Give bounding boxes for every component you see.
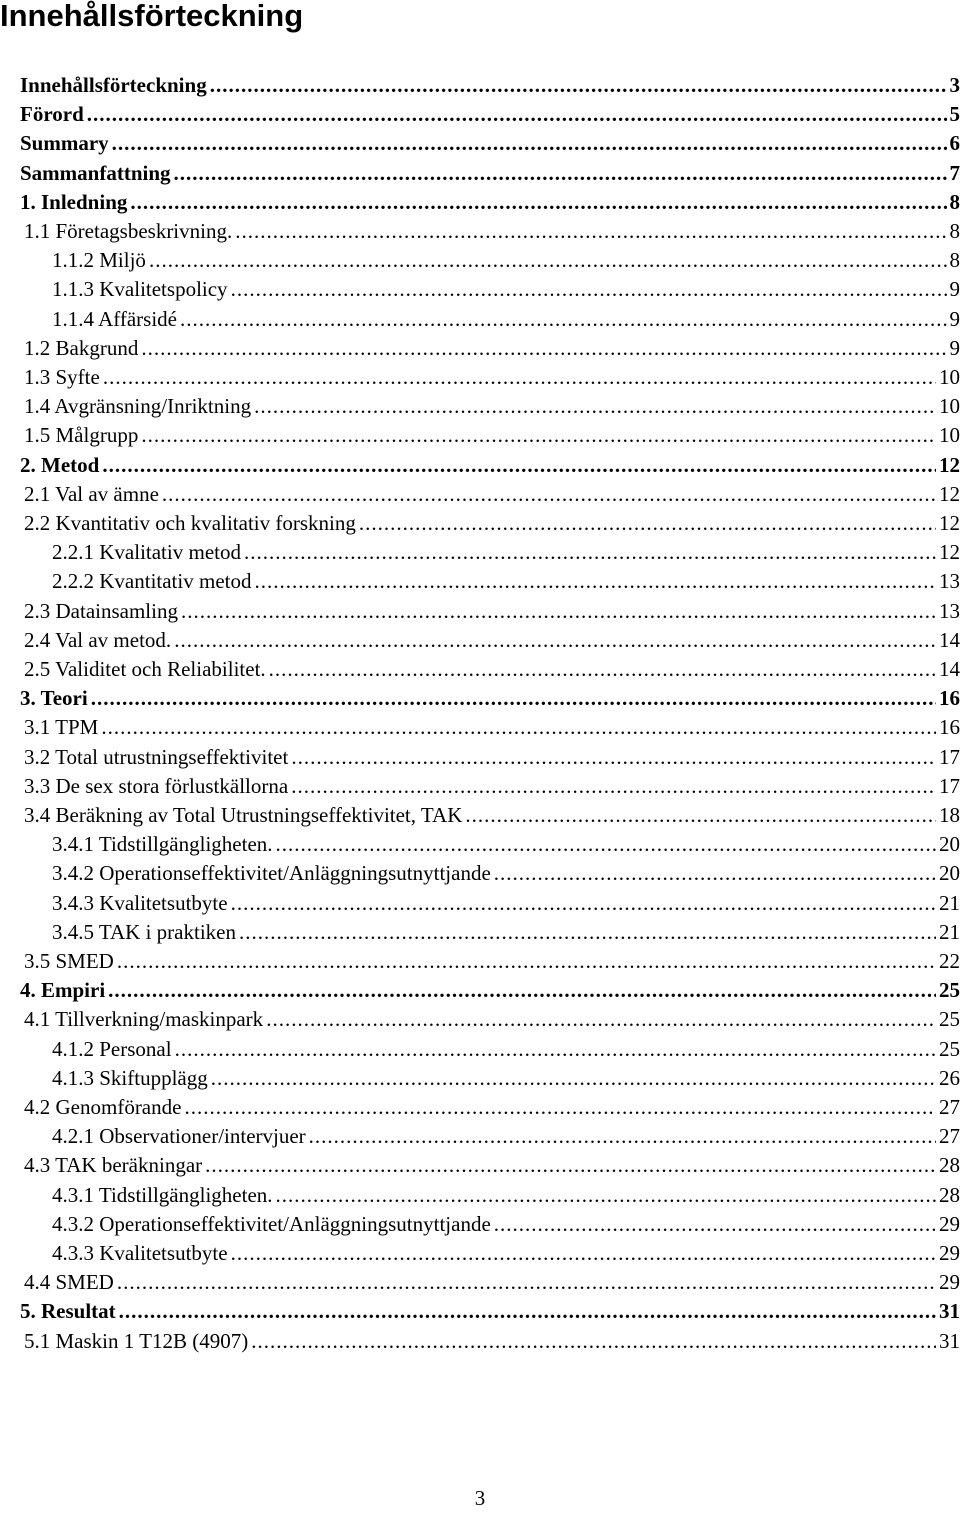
toc-dot-leader bbox=[465, 800, 936, 830]
toc-entry-label: 4. Empiri bbox=[20, 975, 105, 1005]
toc-entry[interactable] bbox=[20, 712, 960, 742]
toc-entry-label: 2.2.2 Kvantitativ metod bbox=[52, 566, 251, 596]
toc-dot-leader bbox=[174, 625, 936, 655]
toc-entry[interactable] bbox=[20, 975, 960, 1005]
toc-dot-leader bbox=[494, 858, 936, 888]
toc-dot-leader bbox=[112, 128, 947, 158]
toc-entry-label: 4.3.1 Tidstillgängligheten. bbox=[52, 1180, 273, 1210]
toc-entry-page: 13 bbox=[939, 566, 960, 596]
toc-dot-leader bbox=[309, 1121, 936, 1151]
toc-dot-leader bbox=[101, 712, 936, 742]
toc-entry-label: 4.3.2 Operationseffektivitet/Anläggningsutnyttjande bbox=[52, 1209, 491, 1239]
toc-dot-leader bbox=[87, 99, 947, 129]
toc-entry-label: 2.4 Val av metod. bbox=[24, 625, 171, 655]
toc-entry[interactable] bbox=[20, 187, 960, 217]
toc-entry-page: 12 bbox=[939, 479, 960, 509]
toc-entry[interactable] bbox=[20, 304, 960, 334]
toc-entry[interactable] bbox=[20, 1238, 960, 1268]
toc-entry-page: 26 bbox=[939, 1063, 960, 1093]
toc-dot-leader bbox=[235, 216, 946, 246]
toc-entry-label: 3.4.5 TAK i praktiken bbox=[52, 917, 236, 947]
toc-entry-label: 2.2 Kvantitativ och kvalitativ forskning bbox=[24, 508, 356, 538]
toc-entry-page: 16 bbox=[939, 712, 960, 742]
toc-entry-page: 3 bbox=[950, 70, 960, 100]
page-number: 3 bbox=[0, 1483, 960, 1513]
toc-entry[interactable] bbox=[20, 1004, 960, 1034]
toc-entry-label: Innehållsförteckning bbox=[20, 70, 207, 100]
toc-dot-leader bbox=[231, 274, 947, 304]
toc-entry[interactable] bbox=[20, 625, 960, 655]
toc-entry[interactable] bbox=[20, 1296, 960, 1326]
toc-entry-label: 3.4.1 Tidstillgängligheten. bbox=[52, 829, 273, 859]
toc-entry-label: 1.2 Bakgrund bbox=[24, 333, 138, 363]
toc-entry-page: 20 bbox=[939, 858, 960, 888]
toc-entry[interactable] bbox=[20, 479, 960, 509]
toc-entry-label: 3.4 Beräkning av Total Utrustningseffektivitet, TAK bbox=[24, 800, 462, 830]
toc-dot-leader bbox=[174, 158, 947, 188]
toc-entry-label: 4.1.3 Skiftupplägg bbox=[52, 1063, 208, 1093]
toc-dot-leader bbox=[119, 1296, 936, 1326]
toc-dot-leader bbox=[130, 187, 946, 217]
toc-dot-leader bbox=[141, 333, 946, 363]
toc-entry[interactable] bbox=[20, 1267, 960, 1297]
toc-entry-page: 25 bbox=[939, 1034, 960, 1064]
toc-entry-page: 12 bbox=[939, 508, 960, 538]
toc-entry-label: 3.5 SMED bbox=[24, 946, 114, 976]
toc-entry[interactable] bbox=[20, 128, 960, 158]
toc-dot-leader bbox=[254, 566, 936, 596]
toc-entry[interactable] bbox=[20, 1063, 960, 1093]
toc-entry-page: 16 bbox=[939, 683, 960, 713]
toc-dot-leader bbox=[103, 362, 936, 392]
toc-entry[interactable] bbox=[20, 917, 960, 947]
toc-entry[interactable] bbox=[20, 508, 960, 538]
toc-entry-label: 2.2.1 Kvalitativ metod bbox=[52, 537, 241, 567]
toc-entry-label: 3. Teori bbox=[20, 683, 88, 713]
toc-entry-page: 31 bbox=[939, 1296, 960, 1326]
toc-dot-leader bbox=[494, 1209, 936, 1239]
toc-dot-leader bbox=[266, 1004, 936, 1034]
toc-entry-label: 5. Resultat bbox=[20, 1296, 116, 1326]
toc-dot-leader bbox=[149, 245, 947, 275]
toc-entry[interactable] bbox=[20, 654, 960, 684]
toc-entry-page: 7 bbox=[950, 158, 960, 188]
toc-entry[interactable] bbox=[20, 1326, 960, 1356]
toc-entry-label: 3.3 De sex stora förlustkällorna bbox=[24, 771, 288, 801]
toc-entry-label: 1.1.3 Kvalitetspolicy bbox=[52, 274, 228, 304]
toc-entry-page: 21 bbox=[939, 888, 960, 918]
toc-entry[interactable] bbox=[20, 742, 960, 772]
toc-entry-label: 4.3.3 Kvalitetsutbyte bbox=[52, 1238, 228, 1268]
toc-dot-leader bbox=[91, 683, 936, 713]
toc-entry-label: 1.3 Syfte bbox=[24, 362, 100, 392]
toc-entry-page: 14 bbox=[939, 654, 960, 684]
toc-dot-leader bbox=[141, 420, 936, 450]
toc-entry-label: 4.4 SMED bbox=[24, 1267, 114, 1297]
toc-entry-page: 29 bbox=[939, 1267, 960, 1297]
toc-entry[interactable] bbox=[20, 1180, 960, 1210]
toc-entry-label: 4.1.2 Personal bbox=[52, 1034, 172, 1064]
toc-entry[interactable] bbox=[20, 99, 960, 129]
toc-entry-page: 8 bbox=[950, 187, 960, 217]
toc-entry[interactable] bbox=[20, 858, 960, 888]
toc-entry[interactable] bbox=[20, 946, 960, 976]
toc-dot-leader bbox=[184, 1092, 936, 1122]
toc-entry-label: 4.2.1 Observationer/intervjuer bbox=[52, 1121, 306, 1151]
toc-dot-leader bbox=[175, 1034, 936, 1064]
toc-entry-label: 1.4 Avgränsning/Inriktning bbox=[24, 391, 251, 421]
toc-entry-page: 20 bbox=[939, 829, 960, 859]
toc-entry-page: 25 bbox=[939, 975, 960, 1005]
toc-dot-leader bbox=[181, 596, 936, 626]
toc-entry[interactable] bbox=[20, 1209, 960, 1239]
toc-entry-label: 1.5 Målgrupp bbox=[24, 420, 138, 450]
toc-entry-label: 4.1 Tillverkning/maskinpark bbox=[24, 1004, 263, 1034]
toc-entry-page: 6 bbox=[950, 128, 960, 158]
toc-entry-page: 9 bbox=[950, 274, 960, 304]
toc-entry[interactable] bbox=[20, 771, 960, 801]
toc-entry-page: 27 bbox=[939, 1092, 960, 1122]
toc-entry-page: 27 bbox=[939, 1121, 960, 1151]
toc-entry-label: Summary bbox=[20, 128, 109, 158]
toc-entry[interactable] bbox=[20, 1150, 960, 1180]
toc-entry-page: 17 bbox=[939, 742, 960, 772]
toc-dot-leader bbox=[162, 479, 936, 509]
toc-dot-leader bbox=[276, 829, 936, 859]
toc-entry-label: 4.2 Genomförande bbox=[24, 1092, 181, 1122]
toc-dot-leader bbox=[291, 771, 936, 801]
toc-entry-page: 9 bbox=[950, 304, 960, 334]
toc-entry-page: 12 bbox=[939, 450, 960, 480]
toc-entry[interactable] bbox=[20, 216, 960, 246]
toc-dot-leader bbox=[359, 508, 936, 538]
toc-entry[interactable] bbox=[20, 829, 960, 859]
toc-entry-page: 28 bbox=[939, 1180, 960, 1210]
toc-entry-page: 29 bbox=[939, 1209, 960, 1239]
toc-dot-leader bbox=[210, 70, 947, 100]
toc-entry-label: 1.1 Företagsbeskrivning. bbox=[24, 216, 232, 246]
toc-entry-page: 9 bbox=[950, 333, 960, 363]
page-title: Innehållsförteckning bbox=[0, 0, 303, 36]
toc-entry-label: 1. Inledning bbox=[20, 187, 127, 217]
toc-entry-label: 1.1.4 Affärsidé bbox=[52, 304, 177, 334]
toc-dot-leader bbox=[231, 888, 936, 918]
toc-entry-label: 2.3 Datainsamling bbox=[24, 596, 178, 626]
toc-entry-label: 2.5 Validitet och Reliabilitet. bbox=[24, 654, 266, 684]
toc-entry-page: 18 bbox=[939, 800, 960, 830]
toc-entry-label: 3.4.2 Operationseffektivitet/Anläggningsutnyttjande bbox=[52, 858, 491, 888]
toc-entry-page: 22 bbox=[939, 946, 960, 976]
toc-entry[interactable] bbox=[20, 450, 960, 480]
toc-entry-label: 2. Metod bbox=[20, 450, 99, 480]
toc-entry[interactable] bbox=[20, 596, 960, 626]
toc-dot-leader bbox=[102, 450, 936, 480]
toc-entry-page: 21 bbox=[939, 917, 960, 947]
toc-entry-page: 10 bbox=[939, 420, 960, 450]
toc-entry-label: 5.1 Maskin 1 T12B (4907) bbox=[24, 1326, 248, 1356]
toc-entry-page: 25 bbox=[939, 1004, 960, 1034]
toc-dot-leader bbox=[231, 1238, 936, 1268]
toc-entry[interactable] bbox=[20, 888, 960, 918]
toc-entry-page: 31 bbox=[939, 1326, 960, 1356]
toc-dot-leader bbox=[291, 742, 936, 772]
toc-entry-page: 12 bbox=[939, 537, 960, 567]
toc-entry[interactable] bbox=[20, 537, 960, 567]
toc-entry-page: 8 bbox=[950, 216, 960, 246]
toc-entry-page: 17 bbox=[939, 771, 960, 801]
toc-dot-leader bbox=[244, 537, 936, 567]
toc-entry[interactable] bbox=[20, 1121, 960, 1151]
toc-entry[interactable] bbox=[20, 70, 960, 100]
toc-entry[interactable] bbox=[20, 800, 960, 830]
toc-entry-page: 29 bbox=[939, 1238, 960, 1268]
toc-entry-label: Förord bbox=[20, 99, 84, 129]
toc-entry-label: 1.1.2 Miljö bbox=[52, 245, 146, 275]
toc-entry[interactable] bbox=[20, 362, 960, 392]
toc-dot-leader bbox=[117, 946, 936, 976]
toc-entry[interactable] bbox=[20, 333, 960, 363]
toc-entry[interactable] bbox=[20, 566, 960, 596]
toc-entry[interactable] bbox=[20, 245, 960, 275]
toc-entry-label: Sammanfattning bbox=[20, 158, 171, 188]
toc-dot-leader bbox=[269, 654, 936, 684]
toc-dot-leader bbox=[205, 1150, 936, 1180]
toc-entry-label: 3.2 Total utrustningseffektivitet bbox=[24, 742, 288, 772]
toc-dot-leader bbox=[239, 917, 936, 947]
toc-dot-leader bbox=[254, 391, 936, 421]
toc-dot-leader bbox=[108, 975, 936, 1005]
toc-entry-page: 13 bbox=[939, 596, 960, 626]
toc-entry[interactable] bbox=[20, 391, 960, 421]
toc-entry-page: 10 bbox=[939, 391, 960, 421]
toc-entry[interactable] bbox=[20, 1092, 960, 1122]
toc-entry-page: 10 bbox=[939, 362, 960, 392]
toc-dot-leader bbox=[251, 1326, 936, 1356]
toc-entry[interactable] bbox=[20, 274, 960, 304]
toc-entry[interactable] bbox=[20, 1034, 960, 1064]
toc-entry[interactable] bbox=[20, 158, 960, 188]
toc-entry-page: 8 bbox=[950, 245, 960, 275]
toc-dot-leader bbox=[180, 304, 946, 334]
toc-entry-label: 3.1 TPM bbox=[24, 712, 98, 742]
toc-entry-page: 28 bbox=[939, 1150, 960, 1180]
toc-dot-leader bbox=[117, 1267, 936, 1297]
toc-dot-leader bbox=[211, 1063, 936, 1093]
toc-entry-label: 4.3 TAK beräkningar bbox=[24, 1150, 202, 1180]
toc-entry-label: 2.1 Val av ämne bbox=[24, 479, 159, 509]
toc-entry-page: 14 bbox=[939, 625, 960, 655]
toc-entry-page: 5 bbox=[950, 99, 960, 129]
toc-entry-label: 3.4.3 Kvalitetsutbyte bbox=[52, 888, 228, 918]
toc-dot-leader bbox=[276, 1180, 936, 1210]
toc-entry[interactable] bbox=[20, 683, 960, 713]
toc-entry[interactable] bbox=[20, 420, 960, 450]
